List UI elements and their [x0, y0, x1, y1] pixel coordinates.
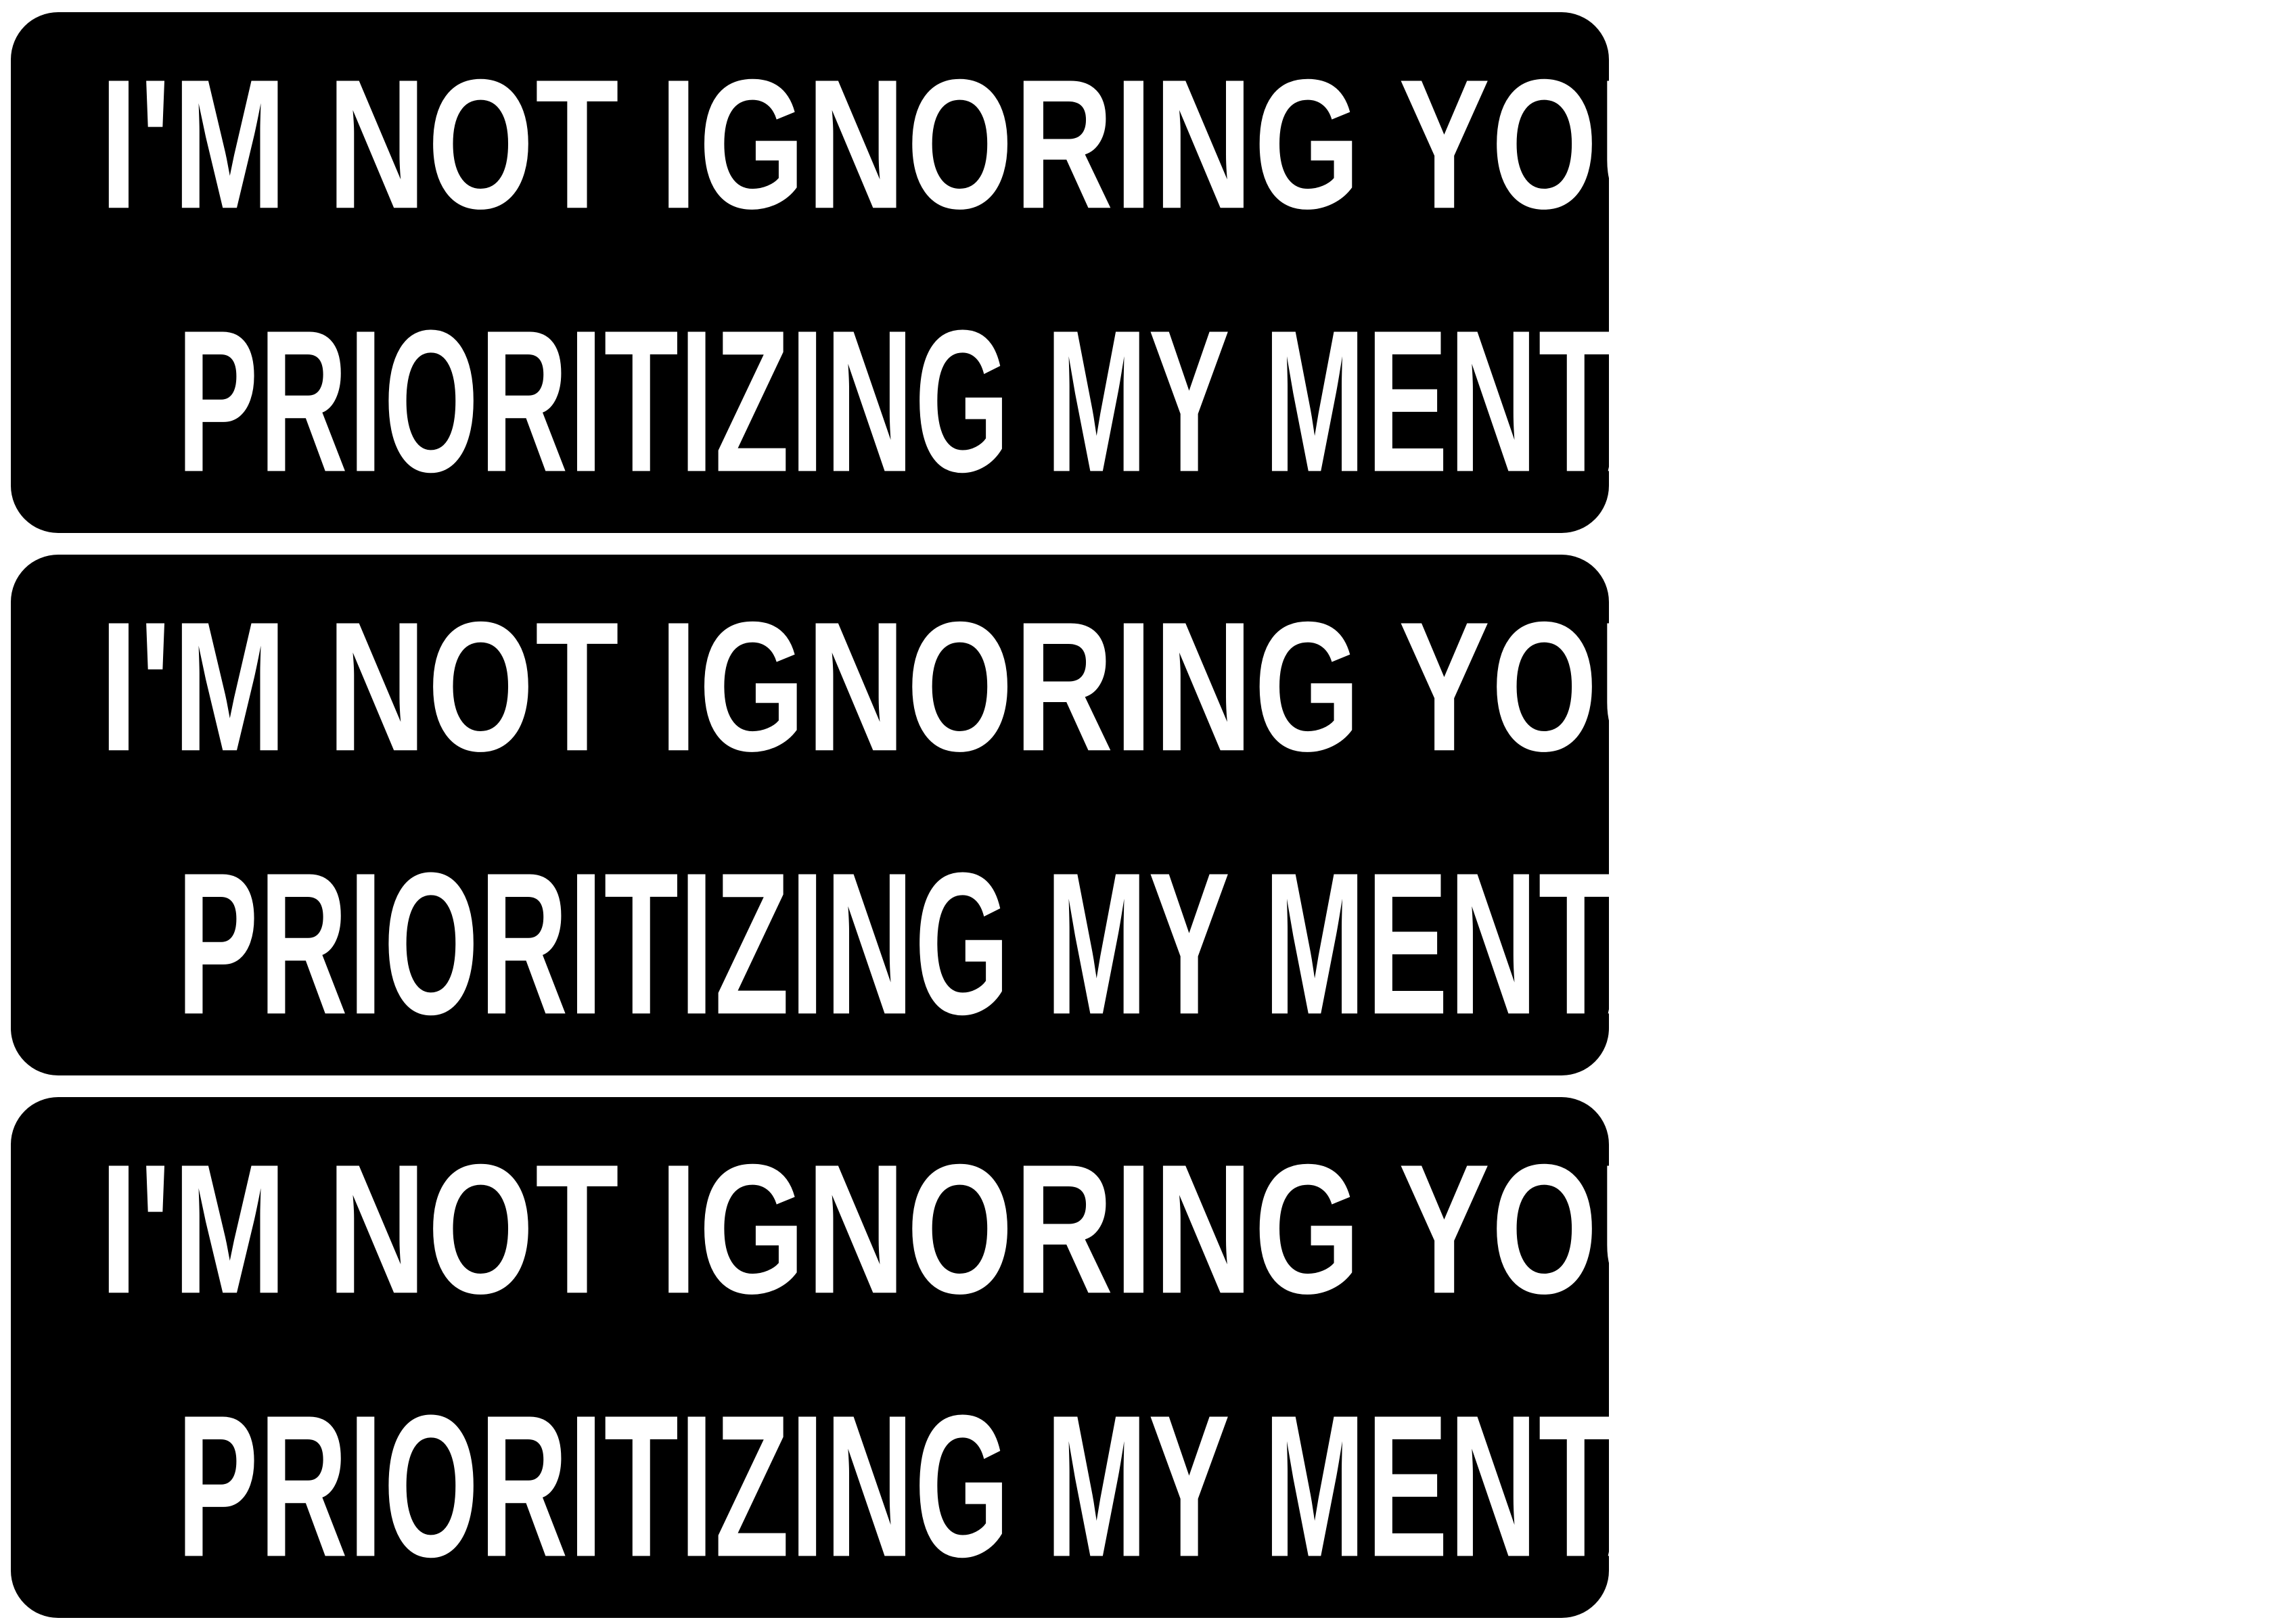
- sticker-bottom: [11, 1097, 2295, 1618]
- sticker-line-1: I'M NOT IGNORING YOU; I'M: [99, 41, 1974, 248]
- sticker-line-2: PRIORITIZING MY MENTAL HEALTH: [177, 287, 2295, 515]
- sticker-middle: [11, 555, 2295, 1075]
- sticker-line-1: I'M NOT IGNORING YOU; I'M: [99, 1126, 1974, 1332]
- sticker-line-2: PRIORITIZING MY MENTAL HEALTH: [177, 1372, 2295, 1600]
- sticker-line-2: PRIORITIZING MY MENTAL HEALTH: [177, 830, 2295, 1057]
- sticker-top: [11, 12, 2295, 533]
- sticker-line-1: I'M NOT IGNORING YOU; I'M: [99, 583, 1974, 790]
